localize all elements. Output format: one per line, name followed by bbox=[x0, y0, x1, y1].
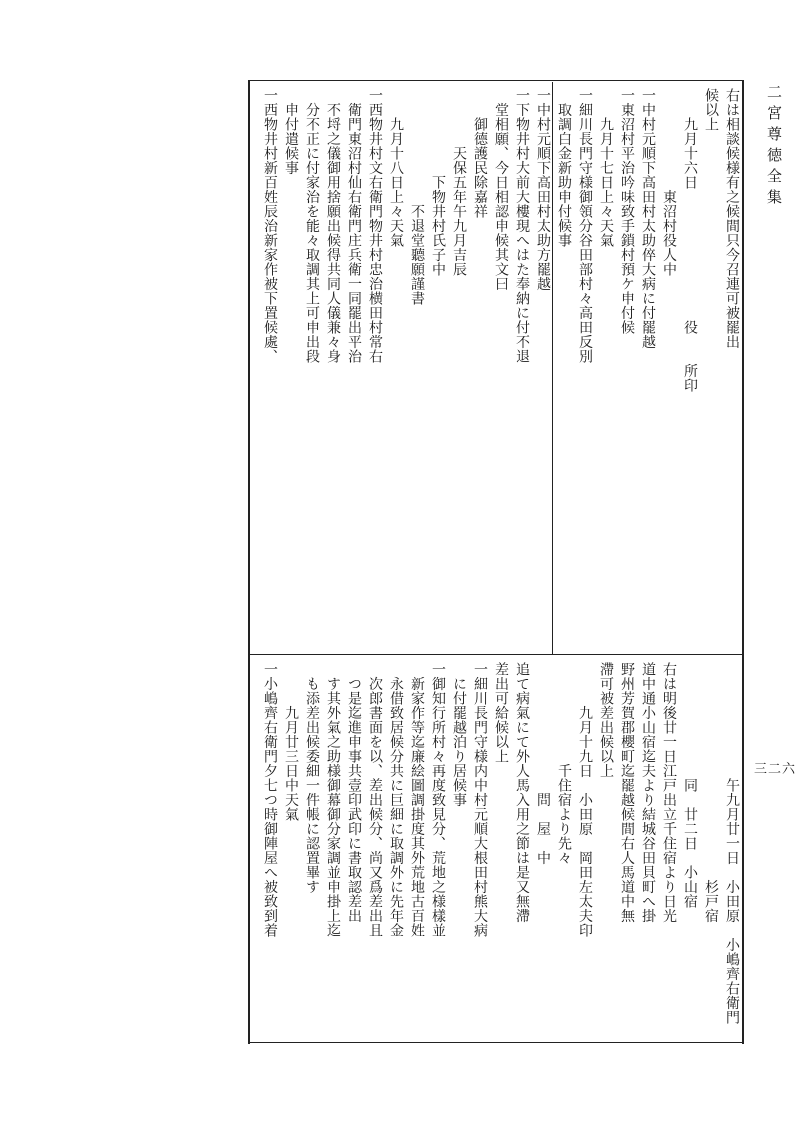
text-line: 九月廿三日中天氣 bbox=[283, 662, 299, 822]
text-line: 一下物井村大前大樓現へはた奉納に付不退 bbox=[514, 88, 530, 364]
text-line: 衛門東沼村仙右衛門庄兵衛一同罷出平治 bbox=[346, 88, 362, 364]
text-line: 東沼村役人中 bbox=[661, 88, 677, 277]
text-line: す其外氣之助様御幕御分家調並申掛上迄 bbox=[325, 662, 341, 938]
text-line: 不退堂聽願謹書 bbox=[409, 88, 425, 306]
text-line: 九月十六日 役 所印 bbox=[682, 88, 698, 393]
text-line: 永借致居候分共に巨細に取調外に先年金 bbox=[388, 662, 404, 938]
text-line: 堂相願、今日相認申候其文曰 bbox=[493, 88, 509, 291]
text-line: 候以上 bbox=[703, 88, 719, 132]
text-line: 滯可被差出候以上 bbox=[598, 662, 614, 778]
text-line: 右は相談候様有之候間只今召連可被罷出 bbox=[724, 88, 740, 349]
text-line: 追て病氣にて外人馬入用之節は是又無滯 bbox=[514, 662, 530, 923]
text-line: 一西物井村新百姓辰治新家作被下置候處、 bbox=[262, 88, 278, 364]
text-line: 一西物井村文右衛門物井村忠治横田村常右 bbox=[367, 88, 383, 364]
text-line: 分不正に付家治を能々取調其上可申出段 bbox=[304, 88, 320, 364]
text-line: 道中通小山宿迄夫より結城谷田貝町へ掛 bbox=[640, 662, 656, 923]
text-line: 九月十九日 小田原 岡田左太夫印 bbox=[577, 662, 593, 938]
text-block-top-right bbox=[256, 88, 742, 648]
text-line: 御德護民除嘉祥 bbox=[472, 88, 488, 219]
text-line: 千住宿より先々 bbox=[556, 662, 572, 865]
text-line: 一御知行所村々再度致見分、荒地之様樣並 bbox=[430, 662, 446, 938]
text-line: 右は明後廿一日江戸出立千住宿より日光 bbox=[661, 662, 677, 923]
text-line: 次郎書面を以、差出候分、尚又爲差出且 bbox=[367, 662, 383, 938]
text-line: 一小嶋齊右衛門夕七つ時御陣屋へ被致到着 bbox=[262, 662, 278, 938]
text-line: 申付遣候事 bbox=[283, 88, 299, 175]
text-block-bottom-right bbox=[256, 662, 742, 1038]
text-line: 不埒之儀御用捨願出候得共同人儀兼々身 bbox=[325, 88, 341, 364]
text-line: 一中村元順下高田村太助方罷越 bbox=[535, 88, 551, 291]
bottom-border-rule bbox=[248, 1042, 744, 1043]
page-number: 三二六 bbox=[754, 762, 797, 777]
text-line: も添差出候委細一件帳に認置畢す bbox=[304, 662, 320, 894]
right-border-rule bbox=[742, 80, 744, 1044]
middle-rule bbox=[248, 654, 744, 655]
text-line: つ是迄進申事共壹印武印に書取認差出 bbox=[346, 662, 362, 923]
top-border-rule bbox=[248, 80, 744, 81]
text-line: に付罷越泊り居候事 bbox=[451, 662, 467, 807]
text-line: 一細川長門守様御領分谷田部村々高田反別 bbox=[577, 88, 593, 364]
text-line: 差出可給候以上 bbox=[493, 662, 509, 764]
text-line: 杉戸宿 bbox=[703, 662, 719, 923]
book-title: 二宮尊徳全集 bbox=[765, 84, 783, 210]
left-border-rule bbox=[248, 80, 250, 1044]
text-line: 天保五年午九月吉辰 bbox=[451, 88, 467, 277]
text-line: 野州芳賀郡櫻町迄罷越候間右人馬道中無 bbox=[619, 662, 635, 923]
text-line: 一中村元順下高田村太助倅大病に付罷越 bbox=[640, 88, 656, 349]
text-line: 下物井村氏子中 bbox=[430, 88, 446, 277]
text-line: 一東沼村平治吟味致手鎖村預ケ申付候 bbox=[619, 88, 635, 335]
text-line: 九月十八日上々天氣 bbox=[388, 88, 404, 248]
text-line: 一細川長門守様内中村元順大根田村熊大病 bbox=[472, 662, 488, 938]
text-line: 同 廿二日 小山宿 bbox=[682, 662, 698, 909]
text-line: 取調白金新助申付候事 bbox=[556, 88, 572, 248]
text-line: 午九月廿一日 小田原 小嶋齊右衛門 bbox=[724, 662, 740, 1025]
text-line: 九月十七日上々天氣 bbox=[598, 88, 614, 248]
text-line: 問 屋 中 bbox=[535, 662, 551, 865]
text-line: 新家作等迄廉絵圖調掛度其外荒地古百姓 bbox=[409, 662, 425, 938]
